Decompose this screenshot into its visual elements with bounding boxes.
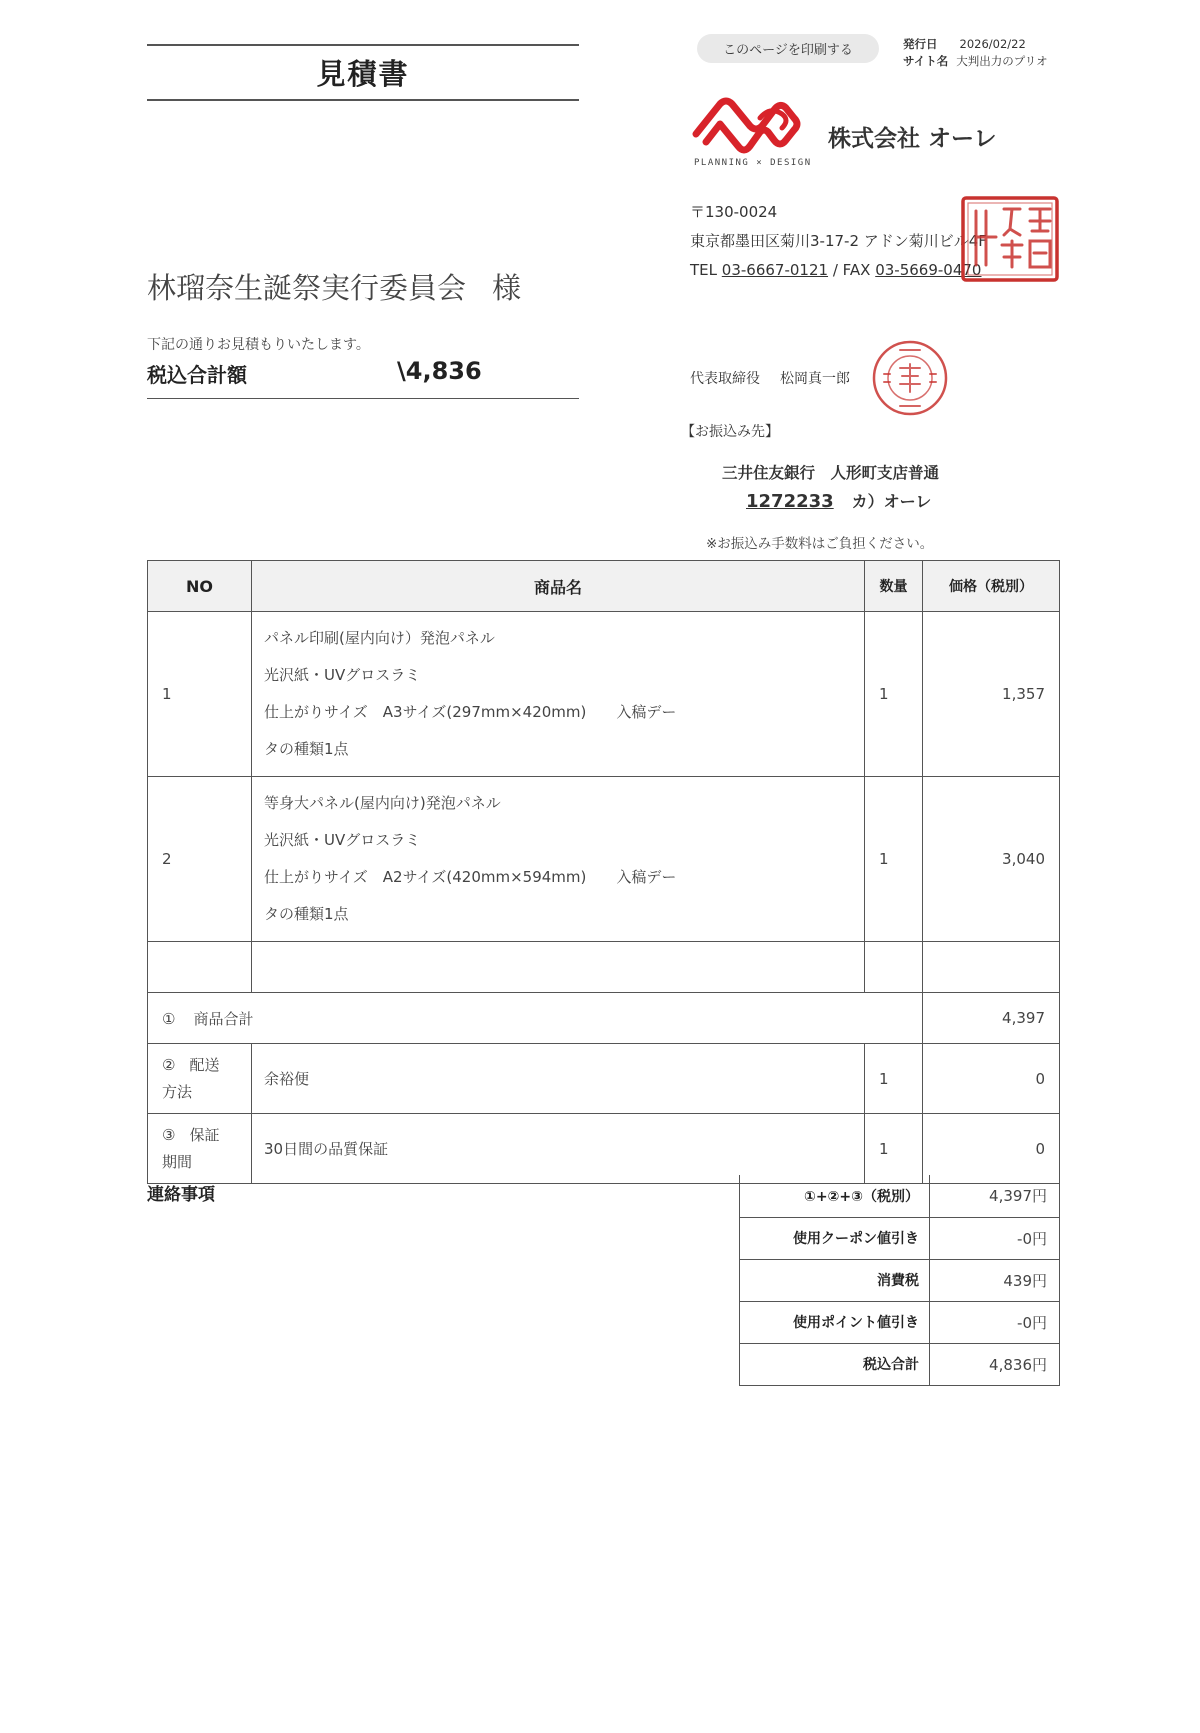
header-no: NO	[148, 561, 252, 612]
summary-label: 税込合計	[740, 1343, 930, 1385]
item-line: 光沢紙・UVグロスラミ	[264, 666, 421, 684]
warranty-mark: ③	[162, 1125, 176, 1144]
recipient-honorific: 様	[492, 271, 522, 305]
subtotal-value: 4,397	[923, 993, 1060, 1044]
summary-row	[740, 1217, 1060, 1259]
representative-seal-stamp	[870, 338, 950, 418]
items-table	[147, 560, 1060, 1184]
representative-title: 代表取締役	[690, 371, 760, 387]
shipping-label-cell	[148, 1044, 252, 1114]
representative-name: 松岡真一郎	[780, 371, 850, 387]
warranty-label-cell	[148, 1114, 252, 1184]
summary-value: 4,836円	[930, 1343, 1060, 1385]
contact-line	[690, 256, 987, 285]
summary-value: -0円	[930, 1217, 1060, 1259]
item-line: 仕上がりサイズ A3サイズ(297mm×420mm) 入稿デー	[264, 703, 677, 721]
shipping-mark: ②	[162, 1055, 176, 1074]
bank-account-number: 1272233	[746, 491, 834, 512]
item-price: 3,040	[923, 777, 1060, 942]
company-name: 株式会社 オーレ	[828, 126, 997, 152]
warranty-price: 0	[923, 1114, 1060, 1184]
tel-label: TEL	[690, 261, 717, 279]
empty-cell	[252, 942, 865, 993]
site-name-value: 大判出力のプリオ	[956, 54, 1048, 68]
summary-label: 消費税	[740, 1259, 930, 1301]
company-seal-stamp	[960, 195, 1060, 283]
shipping-label-2: 方法	[162, 1082, 193, 1101]
item-no: 2	[148, 777, 252, 942]
item-line: 仕上がりサイズ A2サイズ(420mm×594mm) 入稿デー	[264, 868, 677, 886]
issue-date-value: 2026/02/22	[959, 37, 1026, 51]
issue-date-label: 発行日	[903, 37, 938, 51]
street-address: 東京都墨田区菊川3-17-2 アドン菊川ビル4F	[690, 232, 987, 250]
header-quantity: 数量	[865, 561, 923, 612]
subtotal-label: 商品合計	[193, 1009, 254, 1028]
warranty-name: 30日間の品質保証	[252, 1114, 865, 1184]
logo-tagline: PLANNING × DESIGN	[694, 158, 812, 168]
item-description	[252, 777, 865, 942]
notes-heading: 連絡事項	[147, 1185, 215, 1205]
summary-label: ①+②+③（税別）	[740, 1175, 930, 1217]
warranty-row	[148, 1114, 1060, 1184]
item-price: 1,357	[923, 612, 1060, 777]
table-row-empty	[148, 942, 1060, 993]
fax-link[interactable]: 03-5669-0470	[875, 261, 982, 279]
empty-cell	[865, 942, 923, 993]
item-line: パネル印刷(屋内向け）発泡パネル	[264, 629, 495, 647]
postal-code: 〒130-0024	[690, 203, 778, 221]
item-quantity: 1	[865, 777, 923, 942]
recipient-name: 林瑠奈生誕祭実行委員会	[147, 271, 467, 305]
summary-value: -0円	[930, 1301, 1060, 1343]
shipping-method: 余裕便	[252, 1044, 865, 1114]
recipient	[147, 266, 521, 307]
summary-row	[740, 1259, 1060, 1301]
site-name-label: サイト名	[903, 54, 949, 68]
summary-row	[740, 1343, 1060, 1385]
document-title-box	[147, 44, 579, 101]
shipping-quantity: 1	[865, 1044, 923, 1114]
tel-link[interactable]: 03-6667-0121	[721, 261, 829, 279]
summary-label: 使用クーポン値引き	[740, 1217, 930, 1259]
summary-value: 4,397円	[930, 1175, 1060, 1217]
warranty-label-1: 保証	[189, 1125, 220, 1144]
shipping-label-1: 配送	[189, 1055, 220, 1074]
document-title: 見積書	[316, 57, 410, 91]
bank-account-holder: カ）オーレ	[851, 492, 932, 511]
shipping-row	[148, 1044, 1060, 1114]
summary-label: 使用ポイント値引き	[740, 1301, 930, 1343]
intro-text: 下記の通りお見積もりいたします。	[147, 337, 370, 353]
item-line: 等身大パネル(屋内向け)発泡パネル	[264, 794, 501, 812]
contact-separator: /	[828, 261, 843, 279]
total-amount-label: 税込合計額	[147, 363, 247, 387]
table-row	[148, 612, 1060, 777]
header-price: 価格（税別）	[923, 561, 1060, 612]
summary-row	[740, 1301, 1060, 1343]
shipping-price: 0	[923, 1044, 1060, 1114]
item-line: タの種類1点	[264, 740, 349, 758]
subtotal-label-cell	[148, 993, 923, 1044]
company-logo-icon	[690, 92, 812, 168]
item-no: 1	[148, 612, 252, 777]
fax-label: FAX	[842, 261, 871, 279]
empty-cell	[923, 942, 1060, 993]
bank-fee-note: ※お振込み手数料はご負担ください。	[706, 536, 934, 552]
warranty-quantity: 1	[865, 1114, 923, 1184]
print-page-button[interactable]: このページを印刷する	[697, 34, 879, 63]
summary-row	[740, 1175, 1060, 1217]
summary-value: 439円	[930, 1259, 1060, 1301]
item-quantity: 1	[865, 612, 923, 777]
item-line: タの種類1点	[264, 905, 349, 923]
header-product-name: 商品名	[252, 561, 865, 612]
total-amount-row	[147, 355, 579, 399]
bank-name: 三井住友銀行 人形町支店普通	[722, 464, 940, 482]
table-row	[148, 777, 1060, 942]
summary-table	[739, 1175, 1060, 1386]
item-description	[252, 612, 865, 777]
bank-heading: 【お振込み先】	[681, 424, 779, 440]
subtotal-row	[148, 993, 1060, 1044]
total-amount-value: \4,836	[397, 357, 482, 385]
items-table-header	[148, 561, 1060, 612]
issue-meta	[903, 36, 1048, 70]
warranty-label-2: 期間	[162, 1152, 193, 1171]
item-line: 光沢紙・UVグロスラミ	[264, 831, 421, 849]
company-address-block	[690, 198, 987, 285]
representative	[690, 368, 850, 388]
subtotal-mark: ①	[162, 1009, 176, 1028]
bank-account	[746, 489, 931, 512]
empty-cell	[148, 942, 252, 993]
